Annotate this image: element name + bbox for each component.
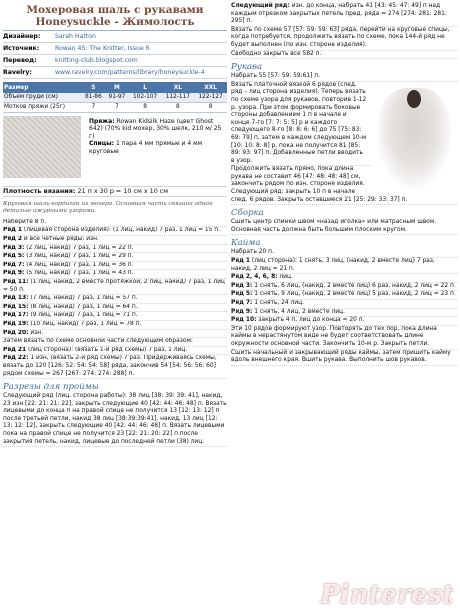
list-item: Ряд 13: (7 лиц, накид) 7 раз, 1 лиц = 57 п.: [3, 295, 227, 304]
list-item: Ряд 17: (9 лиц, накид) 7 раз, 1 лиц = 71 п.: [3, 312, 227, 321]
section-border: Кайма: [231, 238, 261, 249]
sleeve-end: Продолжить вязать прямо, пока длина рукава не составит 46 [47: 48: 48: 48] см, закончить рядом по изн. стороне изделия. Следующий ряд: закрыть 10 п в начале след. 6 рядов. Закрыть оставшиеся 21 [25: 29: 33: 37] п.: [231, 166, 457, 205]
list-item: Затем вязать по схеме основной части следующим образом:: [3, 338, 227, 347]
list-item: Наберите 8 п.: [3, 219, 227, 228]
intro-note: Круговая шаль-кардиган из мохера. Основная часть связана одной деталью ажурными узорами.: [3, 201, 213, 215]
list-item: Следующий ряд: изн. до конца, набрать 41 [43: 45: 47: 49] п над каждым отрезком закрытых петель пред. ряда = 274 [274: 281: 281: 295] п.: [231, 3, 457, 27]
list-item: Ряд 3: 1 снять, 6 лиц, (накид, 2 вместе лиц) 6 раз, накид, 2 лиц = 22 п.: [231, 283, 457, 292]
shawl-photo: [371, 82, 457, 194]
meta-source: Источник: Rowan 45: The Knitter, Issue 6: [3, 43, 227, 55]
density-line: Плотность вязания: 21 п х 30 р = 10 см х 10 см: [3, 186, 227, 197]
assembly-text: Сшить центр спинки швом «назад иголка» или матрасным швом. Основная часть должна быть большим плоским кругом.: [231, 219, 457, 235]
list-item: Ряд 15: (8 лиц, накид) 7 раз, 1 лиц = 64 п.: [3, 304, 227, 313]
sleeve-text: Вязать платочной вязкой 6 рядов (след. ряд – лиц сторона изделия). Теперь вязать по схеме узора для рукавов, повторив 1-12 р. узора. При этом формировать боковые стороны добавлением 1 п в начале и конце 7-го [7: 7: 5: 5] р и каждого следующего 8-го [8: 8: 6: 6] до 75 [75: 83: 69: 79] п, затем в каждом следующем 10-м [10: 10: 8: 8] р, пока не получится 81 [85: 89: 93: 97] п. Добавленные петли вводить в узор.: [231, 82, 457, 167]
list-item: Ряд 10: закрыть 4 п, лиц до конца = 20 п.: [231, 317, 457, 326]
list-item: Набрать 20 п.: [231, 249, 457, 258]
yarn-info: Пряжа: Rowan Kidsilk Haze (цвет Ghost 642) (70% kid мохер, 30% шелк, 210 м/ 25 г) Спицы: 1 пара 4 мм прямые и 4 мм круговые: [89, 118, 222, 155]
sleeve-cast: Набрать 55 [57: 59: 59:61] п.: [231, 73, 457, 82]
yarn-block: [3, 116, 227, 186]
list-item: Ряд 2 и все четные ряды: изн.: [3, 236, 227, 245]
list-item: Ряд 1 (лиц сторона): 1 снять, 3 лиц, (накид, 2 вместе лиц) 7 раз, накид, 2 лиц = 21 п.: [231, 258, 457, 274]
sizes-table: [3, 82, 227, 113]
continuation-block: [231, 3, 457, 59]
list-item: Ряд 7: 1 снять, 24 лиц.: [231, 300, 457, 309]
list-item: Ряд 22: 1 изн, (вязать 2-й ряд схемы) 7 раз. Придерживаясь схемы, вязать до 120 [126: 52: 54: 54: 58] ряда, закончив 54 [54: 56: 56: 60] рядом схемы = 267 [267: 274: 274: 288] п.: [3, 355, 227, 379]
list-item: Вязать по схеме 57 [57: 59: 59: 63] ряда, перейти на круговые спицы, когда потребуется, продолжить вязать по схеме, пока 144-й ряд не будет выполнен (по изн. стороне изделия).: [231, 27, 457, 51]
sizes-header: Размер S M L XL XXL: [3, 82, 227, 93]
meta-block: [3, 30, 227, 79]
list-item: Ряд 21 (лиц сторона): (вязать 1-й ряд схемы) 7 раз, 1 лиц.: [3, 347, 227, 356]
watermark-logo: Pinterest: [320, 580, 454, 610]
section-sleeves: Рукава: [231, 62, 263, 73]
list-item: Ряд 5: 1 снять, 9 лиц, (накид, 2 вместе лиц) 5 раз, накид, 2 лиц = 23 п.: [231, 291, 457, 300]
table-row: Мотков пряжи (25г) 7 7 8 8 8: [3, 103, 227, 113]
meta-designer: Дизайнер: Sarah Hatton: [3, 31, 227, 43]
list-item: Ряд 9: (5 лиц, накид) 7 раз, 1 лиц = 43 п.: [3, 270, 227, 279]
left-column: [3, 0, 227, 447]
right-column: [231, 0, 457, 366]
list-item: Ряд 1 (лицевая сторона изделия): (1 лиц, накид) 7 раз, 1 лиц = 15 п.: [3, 227, 227, 236]
meta-translation: Перевод: knitting-club.blogspot.com: [3, 55, 227, 67]
list-item: Ряд 3: (2 лиц, накид) 7 раз, 1 лиц = 22 п.: [3, 245, 227, 254]
meta-ravelry: Ravelry: www.ravelry.com/patterns/library/honeysuckle-4: [3, 67, 227, 79]
list-item: Свободно закрыть все 582 п.: [231, 51, 457, 60]
page-title: Мохеровая шаль с рукавами Honeysuckle - Жимолость: [26, 4, 204, 28]
ravelry-link[interactable]: www.ravelry.com/patterns/library/honeysuckle-4: [55, 69, 205, 76]
section-armholes: Разрезы для проймы: [3, 382, 99, 393]
list-item: Ряд 20: изн.: [3, 330, 227, 339]
list-item: Ряд 2, 4, 6, 8: лиц.: [231, 274, 457, 283]
list-item: Эти 10 рядов формируют узор. Повторять до тех пор, пока длина каймы в нерастянутом виде не будет соответствовать длине окружности основной части. Закончить 10-м р. Закрыть петли.: [231, 326, 457, 350]
list-item: Ряд 5: (3 лиц, накид) 7 раз, 1 лиц = 29 п.: [3, 253, 227, 262]
sleeve-block: [231, 82, 457, 206]
translation-link[interactable]: knitting-club.blogspot.com: [55, 57, 138, 64]
list-item: Ряд 7: (4 лиц, накид) 7 раз, 1 лиц = 36 п.: [3, 262, 227, 271]
designer-link[interactable]: Sarah Hatton: [55, 33, 96, 40]
border-rows: [231, 249, 457, 365]
source-link[interactable]: Rowan 45: The Knitter, Issue 6: [55, 45, 150, 52]
swatch-image: [3, 116, 81, 178]
list-item: Ряд 11: (1 лиц, накид, 2 вместе протяжкой, 2 лиц, накид) 7 раз, 1 лиц = 50 п.: [3, 279, 227, 295]
body-rows: [3, 219, 227, 379]
table-row: Объем груди (см) 81-86 91-97 102-107 112-117 122-127: [3, 93, 227, 103]
list-item: Ряд 9: 1 снять, 4 лиц, 2 вместе лиц.: [231, 309, 457, 318]
list-item: Ряд 19: (10 лиц, накид) 7 раз, 1 лиц = 78 п.: [3, 321, 227, 330]
list-item: Сшить начальный и закрывающий ряды каймы, затем пришить кайму вдоль внешнего края. Вшить рукава. Выполнить шов рукавов.: [231, 350, 457, 366]
section-assembly: Сборка: [231, 208, 264, 219]
armhole-text: Следующий ряд (лиц. сторона работы): 38 лиц [38: 39: 39: 41], накид, 23 изн [22: 21: 21: 22], закрыть следующие 40 [42: 44: 46: 48] п. Вязать лицевыми до конца п на правой спице не получится 13 [12: 13: 12] п после третьей петли, накид 38 лиц [38:39:39:41], накид, 13 лиц [12: 13: 12: 12], закрыть следующие 40 [42: 44: 46: 48] п. Вязать лицевыми пока на правой спице не получится 23 [22: 21: 20: 22] п после закрытия петель, накид, лицевые до последней петли (38) лиц.: [3, 393, 227, 447]
